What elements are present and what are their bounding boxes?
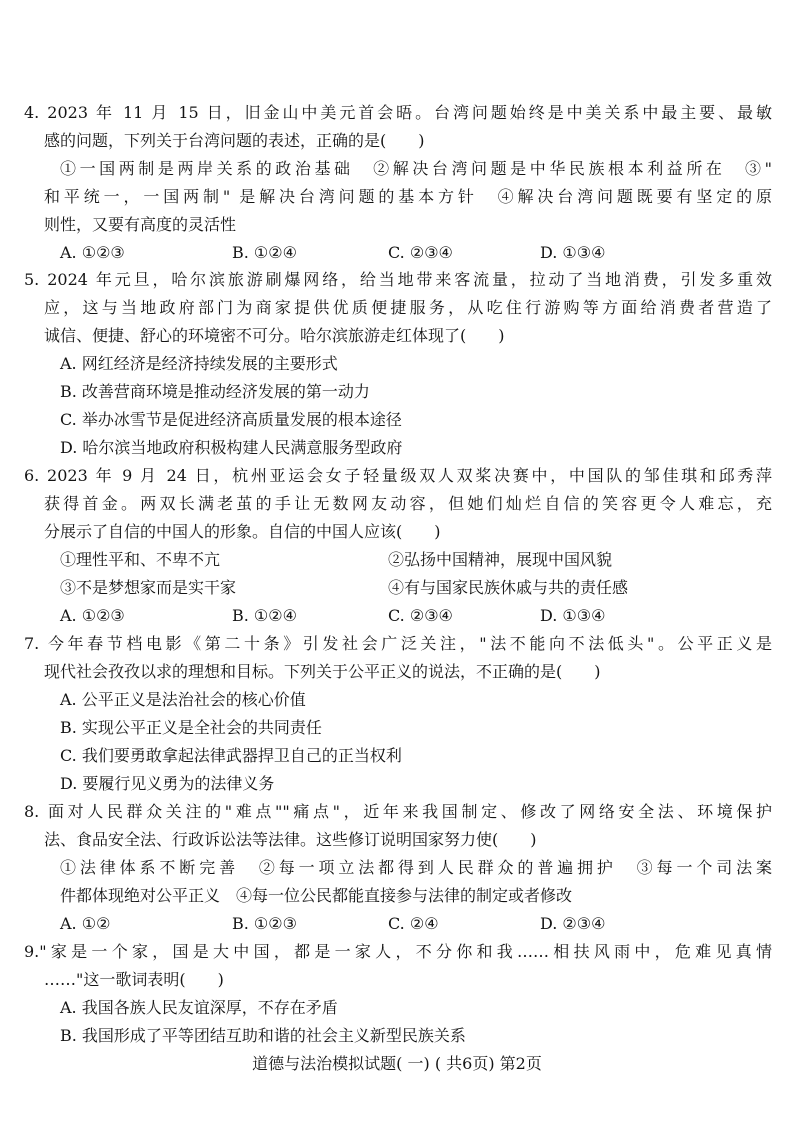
option-b: B. 实现公平正义是全社会的共同责任 — [60, 718, 322, 737]
question-stem-line: 诚信、便捷、舒心的环境密不可分。哈尔滨旅游走红体现了( ) — [44, 326, 505, 345]
question-stem-line: 7. 今年春节档电影《第二十条》引发社会广泛关注，"法不能向不法低头"。公平正义是 — [24, 634, 772, 653]
option-d: D. 哈尔滨当地政府积极构建人民满意服务型政府 — [60, 438, 403, 457]
question-stem-line: 6. 2023 年 9 月 24 日，杭州亚运会女子轻量级双人双桨决赛中，中国队的邹佳琪和邱秀萍 — [24, 466, 772, 485]
option-d: D. ①③④ — [540, 243, 606, 262]
question-stem-line: 感的问题，下列关于台湾问题的表述，正确的是( ) — [44, 131, 425, 150]
choice-item: ③不是梦想家而是实干家 — [60, 578, 237, 597]
option-a: A. ①② — [60, 914, 111, 933]
option-a: A. 公平正义是法治社会的核心价值 — [60, 690, 306, 709]
option-c: C. ②③④ — [388, 243, 453, 262]
option-c: C. ②④ — [388, 914, 439, 933]
question-stem-line: ①法律体系不断完善 ②每一项立法都得到人民群众的普遍拥护 ③每一个司法案 — [60, 858, 772, 877]
option-c: C. 我们要勇敢拿起法律武器捍卫自己的正当权利 — [60, 746, 402, 765]
option-d: D. ①③④ — [540, 606, 606, 625]
option-b: B. ①②③ — [232, 914, 297, 933]
option-a: A. ①②③ — [60, 243, 125, 262]
question-stem-line: 4. 2023 年 11 月 15 日，旧金山中美元首会晤。台湾问题始终是中美关系中最主要、最敏 — [24, 103, 772, 122]
question-stem-line: 获得首金。两双长满老茧的手让无数网友动容，但她们灿烂自信的笑容更令人难忘，充 — [44, 494, 772, 513]
question-stem-line: 现代社会孜孜以求的理想和目标。下列关于公平正义的说法，不正确的是( ) — [44, 662, 601, 681]
question-stem-line: 5. 2024 年元旦，哈尔滨旅游刷爆网络，给当地带来客流量，拉动了当地消费，引发多重效 — [24, 270, 772, 289]
question-stem-line: 则性，又要有高度的灵活性 — [44, 215, 237, 234]
option-a: A. ①②③ — [60, 606, 125, 625]
question-stem-line: 8. 面对人民群众关注的"难点""痛点"，近年来我国制定、修改了网络安全法、环境保护 — [24, 802, 772, 821]
option-b: B. 改善营商环境是推动经济发展的第一动力 — [60, 382, 370, 401]
question-stem-line: 和平统一，一国两制" 是解决台湾问题的基本方针 ④解决台湾问题既要有坚定的原 — [44, 187, 772, 206]
question-stem-line: 应，这与当地政府部门为商家提供优质便捷服务，从吃住行游购等方面给消费者营造了 — [44, 298, 772, 317]
question-stem-line: ①一国两制是两岸关系的政治基础 ②解决台湾问题是中华民族根本利益所在 ③" — [60, 159, 772, 178]
page-footer: 道德与法治模拟试题( 一) ( 共6页) 第2页 — [252, 1054, 542, 1073]
option-b: B. 我国形成了平等团结互助和谐的社会主义新型民族关系 — [60, 1026, 466, 1045]
option-b: B. ①②④ — [232, 606, 297, 625]
question-stem-line: 9."家是一个家，国是大中国，都是一家人，不分你和我……相扶风雨中，危难见真情 — [24, 942, 772, 961]
option-d: D. ②③④ — [540, 914, 606, 933]
option-d: D. 要履行见义勇为的法律义务 — [60, 774, 275, 793]
option-c: C. ②③④ — [388, 606, 453, 625]
question-stem-line: 分展示了自信的中国人的形象。自信的中国人应该( ) — [44, 522, 441, 541]
choice-item: ④有与国家民族休戚与共的责任感 — [388, 578, 629, 597]
option-a: A. 我国各族人民友谊深厚，不存在矛盾 — [60, 998, 338, 1017]
option-c: C. 举办冰雪节是促进经济高质量发展的根本途径 — [60, 410, 402, 429]
option-a: A. 网红经济是经济持续发展的主要形式 — [60, 354, 338, 373]
option-b: B. ①②④ — [232, 243, 297, 262]
question-stem-line: 法、食品安全法、行政诉讼法等法律。这些修订说明国家努力使( ) — [44, 830, 537, 849]
question-stem-line: ……"这一歌词表明( ) — [44, 970, 224, 989]
question-stem-line: 件都体现绝对公平正义 ④每一位公民都能直接参与法律的制定或者修改 — [60, 886, 573, 905]
choice-item: ①理性平和、不卑不亢 — [60, 550, 221, 569]
choice-item: ②弘扬中国精神，展现中国风貌 — [388, 550, 613, 569]
